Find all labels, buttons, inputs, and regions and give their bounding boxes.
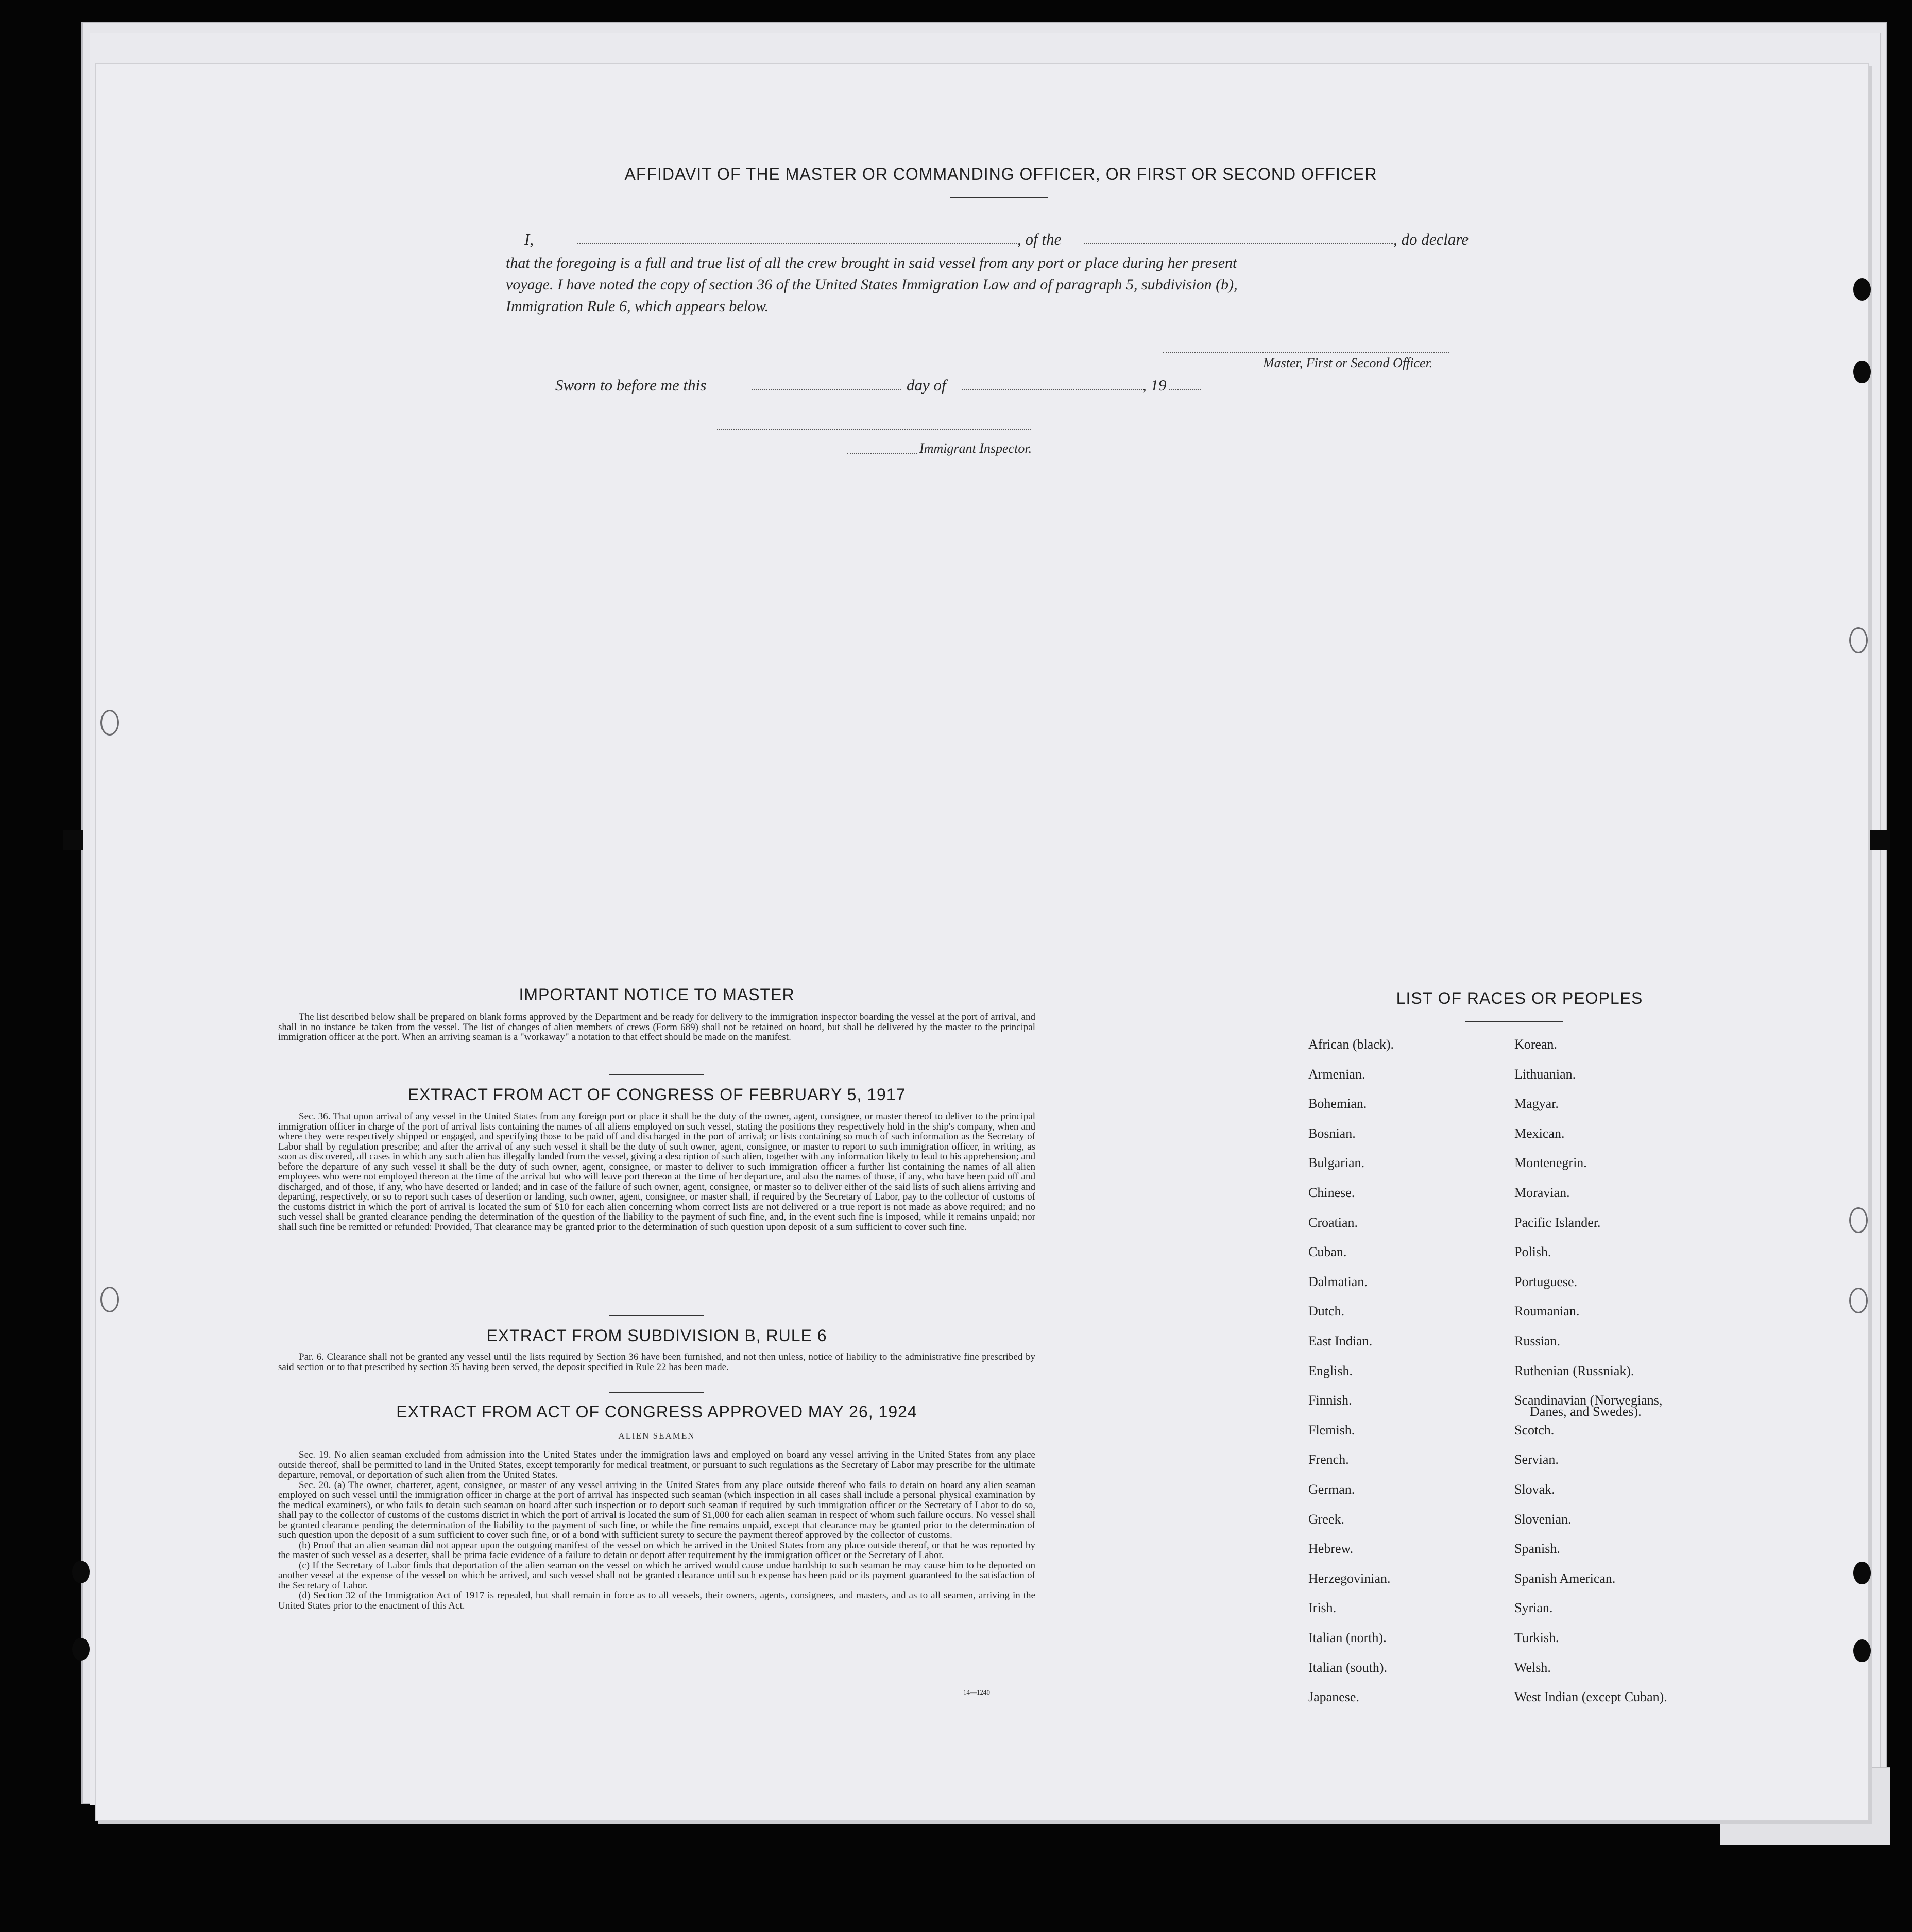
punch-hole	[72, 1638, 90, 1661]
race-item: Russian.	[1514, 1333, 1560, 1348]
declaration-declare: , do declare	[1393, 230, 1469, 248]
race-item: Bulgarian.	[1308, 1155, 1365, 1171]
race-item: Roumanian.	[1514, 1304, 1580, 1319]
form-number: 14—1240	[963, 1688, 990, 1696]
sworn-year: , 19	[1142, 376, 1167, 394]
race-item: Spanish American.	[1514, 1570, 1616, 1586]
extract-1924-title: EXTRACT FROM ACT OF CONGRESS APPROVED MAY 26, 1924	[396, 1403, 917, 1421]
sworn-day-field[interactable]	[752, 389, 901, 390]
name-field[interactable]	[577, 243, 1017, 244]
race-item: Slovak.	[1514, 1482, 1555, 1497]
extract-rule6-title: EXTRACT FROM SUBDIVISION B, RULE 6	[486, 1326, 827, 1345]
race-item: Cuban.	[1308, 1244, 1347, 1260]
race-item: Slovenian.	[1514, 1511, 1572, 1527]
sworn-year-field[interactable]	[1169, 389, 1201, 390]
race-item: Ruthenian (Russniak).	[1514, 1363, 1634, 1378]
sworn-month-field[interactable]	[962, 389, 1142, 390]
race-item: Scotch.	[1514, 1422, 1555, 1438]
race-item: Danes, and Swedes).	[1530, 1404, 1642, 1420]
race-item: Moravian.	[1514, 1185, 1570, 1200]
race-item: Finnish.	[1308, 1393, 1352, 1408]
race-item: Magyar.	[1514, 1096, 1559, 1112]
race-item: Syrian.	[1514, 1600, 1553, 1616]
race-item: Servian.	[1514, 1452, 1559, 1467]
race-item: Pacific Islander.	[1514, 1215, 1601, 1230]
race-item: Japanese.	[1308, 1689, 1359, 1705]
race-item: English.	[1308, 1363, 1353, 1378]
vessel-field[interactable]	[1084, 243, 1393, 244]
sworn-prefix: Sworn to before me this	[555, 376, 707, 394]
notice-text: The list described below shall be prepared on blank forms approved by the Department and be ready for delivery to the immigration inspector boarding the vessel at the port of arrival, and shall in no instance be taken from the vessel. The list of changes of alien members of crews (Form 689) shall not be retained on board, but shall be delivered by the master to the principal immigration officer at the port. When an arriving seaman is a "workaway" a notation to that effect should be made on the manifest.	[278, 1012, 1035, 1042]
race-item: Greek.	[1308, 1511, 1345, 1527]
race-item: Dutch.	[1308, 1304, 1345, 1319]
race-item: Welsh.	[1514, 1660, 1551, 1675]
extract-1917-text: Sec. 36. That upon arrival of any vessel in the United States from any foreign port or place it shall be the duty of the owner, agent, consignee, or master thereof to deliver to the principal immigration officer in charge of the port of arrival lists containing the names of all aliens employed on such vessel, stating the positions they respectively hold in the ship's company, when and where they were respectively shipped or engaged, and specifying those to be paid off and discharged in the port of arrival; or lists containing so much of such information as the Secretary of Labor shall by regulation prescribe; and after the arrival of any such vessel it shall be the duty of such owner, agent, consignee, or master to report to such immigration officer, in writing, as soon as discovered, all cases in which any such alien has illegally landed from the vessel, giving a description of such alien, together with any information likely to lead to his apprehension; and before the departure of any such vessel it shall be the duty of such owner, agent, consignee, or master to deliver to such immigration officer a further list containing the names of all alien employees who were not employed thereon at the time of the arrival but who will leave port thereon at the time of her departure, and also the names of those, if any, who have been paid off and discharged, and of those, if any, who have deserted or landed; and in case of the failure of such owner, agent, consignee, or master so to deliver either of the said lists of such aliens arriving and departing, respectively, or so to report such cases of desertion or landing, such owner, agent, consignee, or master shall, if required by the Secretary of Labor, pay to the collector of customs of the customs district in which the port of arrival is located the sum of $10 for each alien concerning whom correct lists are not delivered or a true report is not made as above required; and no such vessel shall be granted clearance pending the determination of the question of the liability to the payment of such fine, and, in the event such fine is imposed, while it remains unpaid; nor shall such fine be remitted or refunded: Provided, That clearance may be granted prior to the determination of such question upon deposit of a sum sufficient to cover such fine.	[278, 1111, 1035, 1233]
race-item: Mexican.	[1514, 1125, 1565, 1141]
section-rule	[609, 1315, 704, 1316]
inspector-signature-line[interactable]	[717, 429, 1031, 430]
declaration-line-4: Immigration Rule 6, which appears below.	[506, 298, 769, 315]
binder-tab	[63, 830, 83, 850]
punch-hole	[72, 1561, 90, 1583]
race-item: Turkish.	[1514, 1630, 1559, 1645]
extract-1917-title: EXTRACT FROM ACT OF CONGRESS OF FEBRUARY 5, 1917	[407, 1085, 906, 1104]
race-item: East Indian.	[1308, 1333, 1373, 1348]
races-title: LIST OF RACES OR PEOPLES	[1396, 989, 1643, 1007]
affidavit-title: AFFIDAVIT OF THE MASTER OR COMMANDING OFFICER, OR FIRST OR SECOND OFFICER	[624, 165, 1377, 183]
extract-1924-text: Sec. 19. No alien seaman excluded from admission into the United States under the immigration laws and employed on board any vessel arriving in the United States from any place outside thereof, shall be permitted to land in the United States, except temporarily for medical treatment, or pursuant to such regulations as the Secretary of Labor may prescribe for the ultimate departure, removal, or deportation of such alien from the United States. Sec. 20. (a) The owner, charterer, agent, consignee, or master of any vessel arriving in the United States from any place outside thereof who fails to detain on board any alien seaman employed on such vessel until the immigration officer in charge at the port of arrival has inspected such seaman (which inspection in all cases shall include a personal physical examination by the medical examiners), or who fails to detain such seaman on board after such inspection or to deport such seaman if required by such immigration officer or the Secretary of Labor to do so, shall pay to the collector of customs of the customs district in which the port of arrival is located the sum of $1,000 for each alien seaman in respect of whom such failure occurs. No vessel shall be granted clearance pending the determination of the liability to the payment of such fine, or while the fine remains unpaid, except that clearance may be granted prior to the determination of such question upon the deposit of a sum sufficient to cover such fine, or of a bond with sufficient surety to secure the payment thereof approved by the collector of customs. (b) Proof that an alien seaman did not appear upon the outgoing manifest of the vessel on which he arrived in the United States from any place outside thereof, or that he was reported by the master of such vessel as a deserter, shall be prima facie evidence of a failure to detain or deport after requirement by the immigration officer or the Secretary of Labor. (c) If the Secretary of Labor finds that deportation of the alien seaman on the vessel on which he arrived would cause undue hardship to such seaman he may cause him to be deported on another vessel at the expense of the vessel on which he arrived, and such vessel shall not be granted clearance until such expense has been paid or its payment guaranteed to the satisfaction of the Secretary of Labor. (d) Section 32 of the Immigration Act of 1917 is repealed, but shall remain in force as to all vessels, their owners, agents, consignees, and masters, and as to all seamen, arriving in the United States prior to the enactment of this Act.	[278, 1449, 1035, 1611]
punch-hole-open	[1849, 1288, 1868, 1313]
race-item: Polish.	[1514, 1244, 1551, 1260]
race-item: Korean.	[1514, 1037, 1558, 1052]
sworn-day-of: day of	[907, 376, 946, 394]
section-rule	[609, 1392, 704, 1393]
punch-hole	[1853, 278, 1871, 301]
declaration-line-3: voyage. I have noted the copy of section 36 of the United States Immigration Law and of paragraph 5, subdivision (b),	[506, 276, 1238, 293]
punch-hole-open	[1849, 1207, 1868, 1233]
race-item: Italian (north).	[1308, 1630, 1387, 1645]
race-item: Portuguese.	[1514, 1274, 1578, 1289]
race-item: Spanish.	[1514, 1541, 1560, 1557]
declaration-line-2: that the foregoing is a full and true list of all the crew brought in said vessel from any port or place during her present	[506, 254, 1237, 271]
section-rule	[609, 1074, 704, 1075]
punch-hole-open	[100, 710, 119, 736]
race-item: Italian (south).	[1308, 1660, 1388, 1675]
master-signature-label: Master, First or Second Officer.	[1263, 355, 1433, 370]
race-item: Croatian.	[1308, 1215, 1358, 1230]
punch-hole-open	[1849, 627, 1868, 653]
race-item: West Indian (except Cuban).	[1514, 1689, 1667, 1705]
alien-seamen-subtitle: ALIEN SEAMEN	[618, 1431, 695, 1441]
punch-hole	[1853, 361, 1871, 383]
master-signature-line[interactable]	[1163, 352, 1449, 353]
race-item: Lithuanian.	[1514, 1066, 1576, 1082]
race-item: Bohemian.	[1308, 1096, 1367, 1112]
race-item: Chinese.	[1308, 1185, 1355, 1200]
race-item: Armenian.	[1308, 1066, 1365, 1082]
inspector-label: Immigrant Inspector.	[919, 441, 1032, 456]
extract-rule6-text: Par. 6. Clearance shall not be granted any vessel until the lists required by Section 36 have been furnished, and not then unless, notice of liability to the administrative fine prescribed by said section or to that prescribed by section 35 having been served, the deposit specified in Rule 22 has been made.	[278, 1352, 1035, 1373]
notice-title: IMPORTANT NOTICE TO MASTER	[519, 985, 795, 1004]
race-item: German.	[1308, 1482, 1355, 1497]
races-rule	[1465, 1021, 1563, 1022]
declaration-of-the: , of the	[1017, 230, 1062, 248]
punch-hole-open	[100, 1287, 119, 1312]
race-item: Montenegrin.	[1514, 1155, 1587, 1171]
race-item: Herzegovinian.	[1308, 1570, 1391, 1586]
title-rule	[950, 197, 1048, 198]
race-item: Hebrew.	[1308, 1541, 1354, 1557]
inspector-prefix-line	[847, 453, 917, 454]
binder-tab	[1870, 830, 1890, 850]
declaration-i: I,	[524, 230, 534, 248]
race-item: African (black).	[1308, 1037, 1394, 1052]
race-item: Dalmatian.	[1308, 1274, 1368, 1289]
punch-hole	[1853, 1639, 1871, 1662]
race-item: Scandinavian (Norwegians,	[1514, 1393, 1663, 1408]
race-item: Flemish.	[1308, 1422, 1355, 1438]
race-item: French.	[1308, 1452, 1349, 1467]
race-item: Bosnian.	[1308, 1125, 1356, 1141]
race-item: Irish.	[1308, 1600, 1337, 1616]
punch-hole	[1853, 1562, 1871, 1584]
